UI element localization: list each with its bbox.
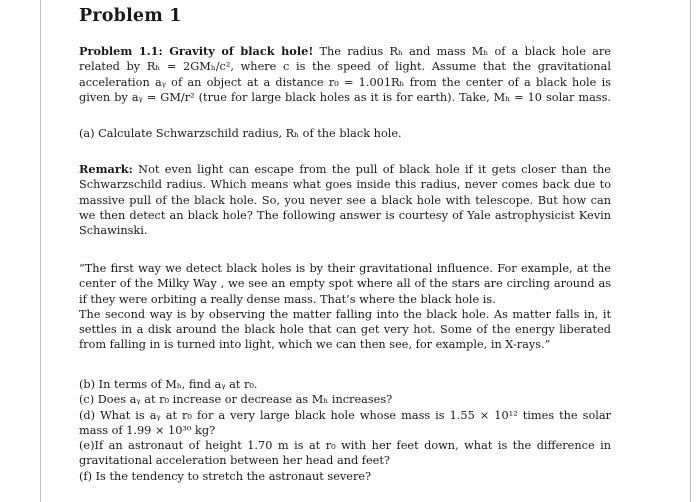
problem-1-1-line-1: Problem 1.1: Gravity of black hole! The radius Rₕ and mass Mₕ of a black hole are <box>79 44 611 58</box>
remark-label: Remark: <box>79 162 133 176</box>
problem-1-1-statement <box>79 44 611 105</box>
remark-line-5: Schawinski. <box>79 224 148 238</box>
part-e-line-2: gravitational acceleration between her head and feet? <box>79 454 390 468</box>
remark-line-4: we then detect an black hole? The following answer is courtesy of Yale astrophysicist Kevin <box>79 208 611 222</box>
part-b: (b) In terms of Mₕ, find aᵧ at r₀. <box>79 378 258 391</box>
quote-paragraph <box>79 261 611 353</box>
part-d-line-1: (d) What is aᵧ at r₀ for a very large black hole whose mass is 1.55 × 10¹² times the solar <box>79 408 611 422</box>
quote-line-3: if they were orbiting a really dense mass. That’s where the black hole is. <box>79 292 496 306</box>
quote-line-4: The second way is by observing the matter falling into the black hole. As matter falls in, it <box>79 307 611 321</box>
problem-1-1-line-4: given by aᵧ = GM/r² (true for large black holes as it is for earth). Take, Mₕ = 10 solar mass. <box>79 90 611 104</box>
part-d-line-2: mass of 1.99 × 10³⁰ kg? <box>79 423 216 437</box>
remark-line-1: Remark: Not even light can escape from the pull of black hole if it gets closer than the <box>79 162 611 176</box>
remark-line-2: Schwarzschild radius. Which means what goes inside this radius, never comes back due to <box>79 178 611 192</box>
quote-line-6: from falling in is turned into light, which we can then see, for example, in X-rays.” <box>79 338 551 352</box>
problem-1-1-label: Problem 1.1: Gravity of black hole! <box>79 44 314 58</box>
quote-line-1: “The first way we detect black holes is by their gravitational influence. For example, at the <box>79 262 611 275</box>
page-right-border <box>690 0 691 502</box>
quote-line-5: settles in a disk around the black hole that can get very hot. Some of the energy liberated <box>79 323 611 337</box>
problem-1-1-line-2: related by Rₕ = 2GMₕ/c², where c is the speed of light. Assume that the gravitational <box>79 60 611 74</box>
quote-line-2: center of the Milky Way , we see an empty spot where all of the stars are circling around as <box>79 277 611 291</box>
part-c: (c) Does aᵧ at r₀ increase or decrease as Mₕ increases? <box>79 393 393 407</box>
parts-list <box>79 377 611 484</box>
part-a: (a) Calculate Schwarzschild radius, Rₕ of the black hole. <box>79 127 402 140</box>
part-e-line-1: (e)If an astronaut of height 1.70 m is at r₀ with her feet down, what is the difference in <box>79 439 611 453</box>
page-left-border <box>40 0 41 502</box>
part-f: (f) Is the tendency to stretch the astronaut severe? <box>79 469 372 483</box>
problem-1-1-line-3: acceleration aᵧ of an object at a distance r₀ = 1.001Rₕ from the center of a black hole is <box>79 75 611 89</box>
problem-title: Problem 1 <box>79 6 182 26</box>
remark-paragraph <box>79 162 611 238</box>
remark-line-3: massive pull of the black hole. So, you never see a black hole with telescope. But how can <box>79 193 611 207</box>
